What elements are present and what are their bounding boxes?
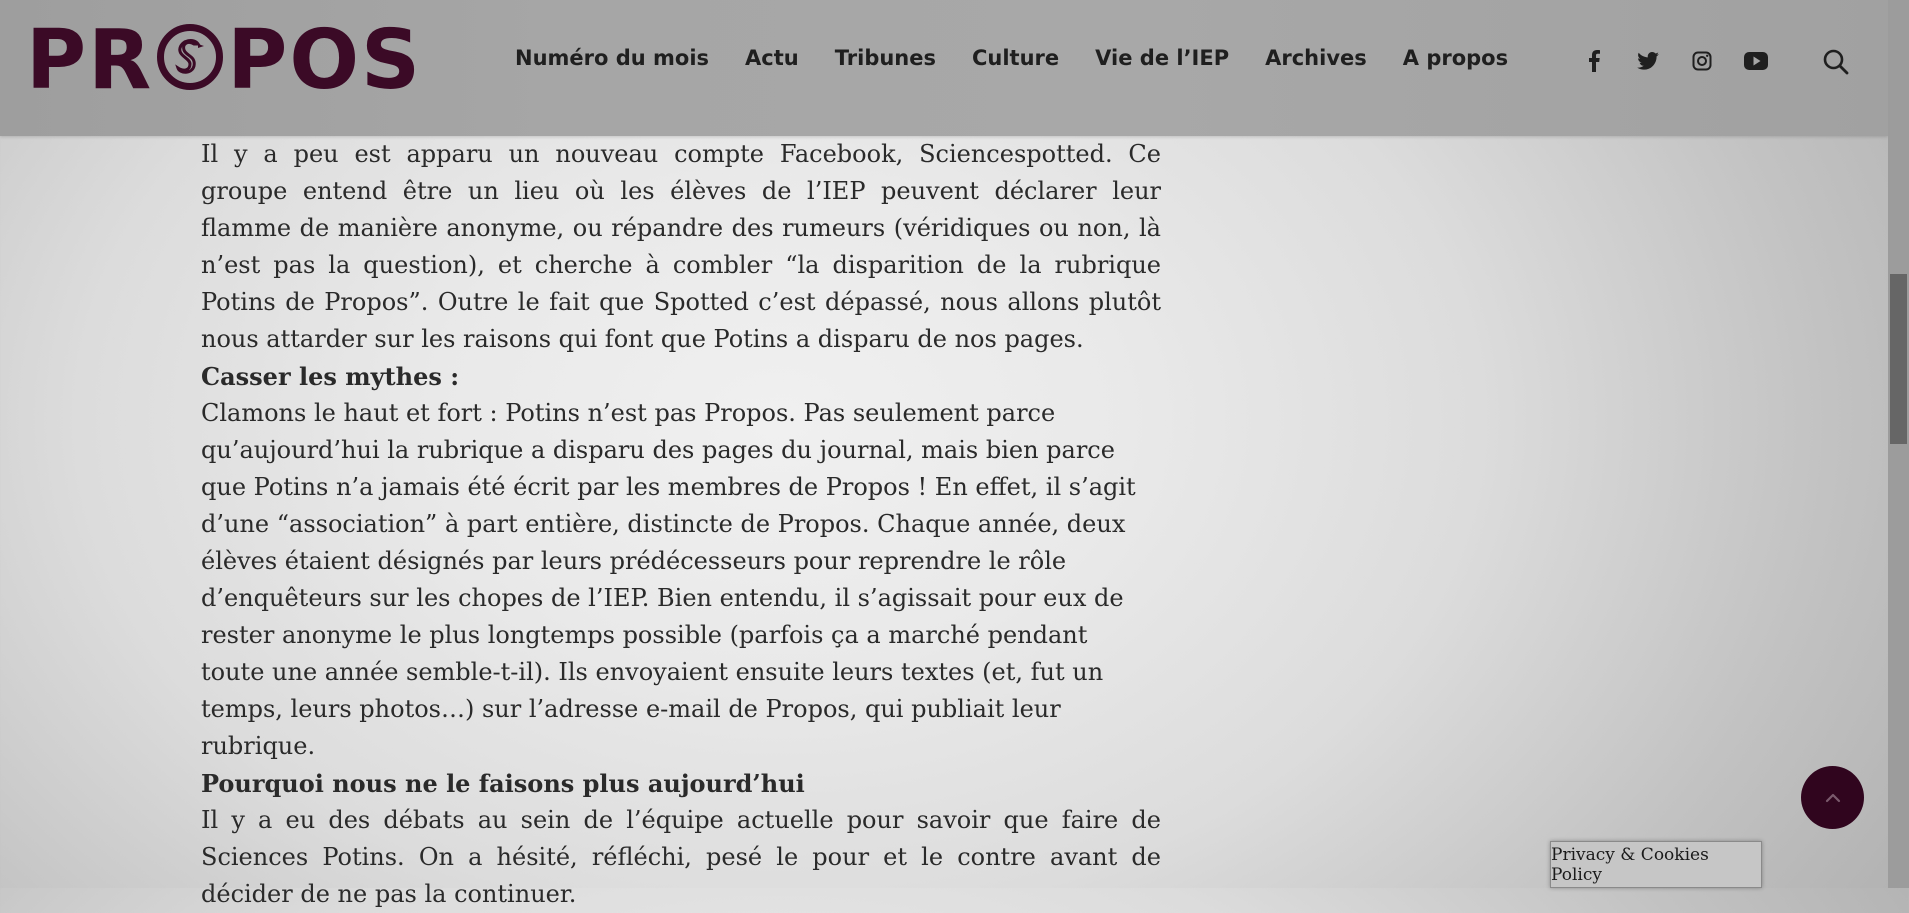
article-subheading: Pourquoi nous ne le faisons plus aujourd’hui [201,769,805,798]
social-links [1582,49,1768,73]
swan-logo-icon [157,24,223,90]
nav-item-numero-du-mois[interactable]: Numéro du mois [515,46,710,70]
facebook-icon[interactable] [1582,49,1606,73]
main-nav [515,46,1508,70]
logo-text-right: POS [227,13,423,108]
search-icon[interactable] [1822,48,1850,76]
article-paragraph: Il y a peu est apparu un nouveau compte Facebook, Sciencespotted. Ce groupe entend être un lieu où les élèves de l’IEP peuvent déclarer leur flamme de manière anonyme, ou répandre des rumeurs (véridiques ou non, là n’est pas la question), et cherche à combler “la disparition de la rubrique Potins de Propos”. Outre le fait que Spotted c’est dépassé, nous allons plutôt nous attarder sur les raisons qui font que Potins a disparu de nos pages. [201,140,1161,353]
article-subheading: Casser les mythes : [201,362,460,391]
scrollbar-thumb[interactable] [1890,274,1907,444]
back-to-top-button[interactable] [1801,766,1864,829]
nav-item-tribunes[interactable]: Tribunes [834,46,936,70]
site-header [0,0,1888,136]
youtube-icon[interactable] [1744,49,1768,73]
chevron-up-icon [1825,793,1841,803]
nav-item-a-propos[interactable]: A propos [1402,46,1509,70]
article-paragraph: Clamons le haut et fort : Potins n’est pas Propos. Pas seulement parce qu’aujourd’hui la rubrique a disparu des pages du journal, mais bien parce que Potins n’a jamais été écrit par les membres de Propos ! En effet, il s’agit d’une “association” à part entière, distincte de Propos. Chaque année, deux élèves étaient désignés par leurs prédécesseurs pour reprendre le rôle d’enquêteurs sur les chopes de l’IEP. Bien entendu, il s’agissait pour eux de rester anonyme le plus longtemps possible (parfois ça a marché pendant toute une année semble-t-il). Ils envoyaient ensuite leurs textes (et, fut un temps, leurs photos…) sur l’adresse e-mail de Propos, qui publiait leur rubrique. [201,399,1136,760]
article-paragraph: Il y a eu des débats au sein de l’équipe actuelle pour savoir que faire de Sciences Potins. On a hésité, réfléchi, pesé le pour et le contre avant de décider de ne pas la continuer. [201,806,1161,908]
twitter-icon[interactable] [1636,49,1660,73]
article-body [201,136,1161,913]
logo-text-left: PR [26,13,154,108]
instagram-icon[interactable] [1690,49,1714,73]
nav-item-actu[interactable]: Actu [745,46,799,70]
nav-item-culture[interactable]: Culture [972,46,1060,70]
privacy-cookies-button[interactable]: Privacy & Cookies Policy [1550,841,1762,888]
site-logo[interactable] [26,13,423,108]
page-scrollbar[interactable] [1888,0,1909,888]
nav-item-archives[interactable]: Archives [1265,46,1367,70]
nav-item-vie-de-liep[interactable]: Vie de l’IEP [1095,46,1230,70]
